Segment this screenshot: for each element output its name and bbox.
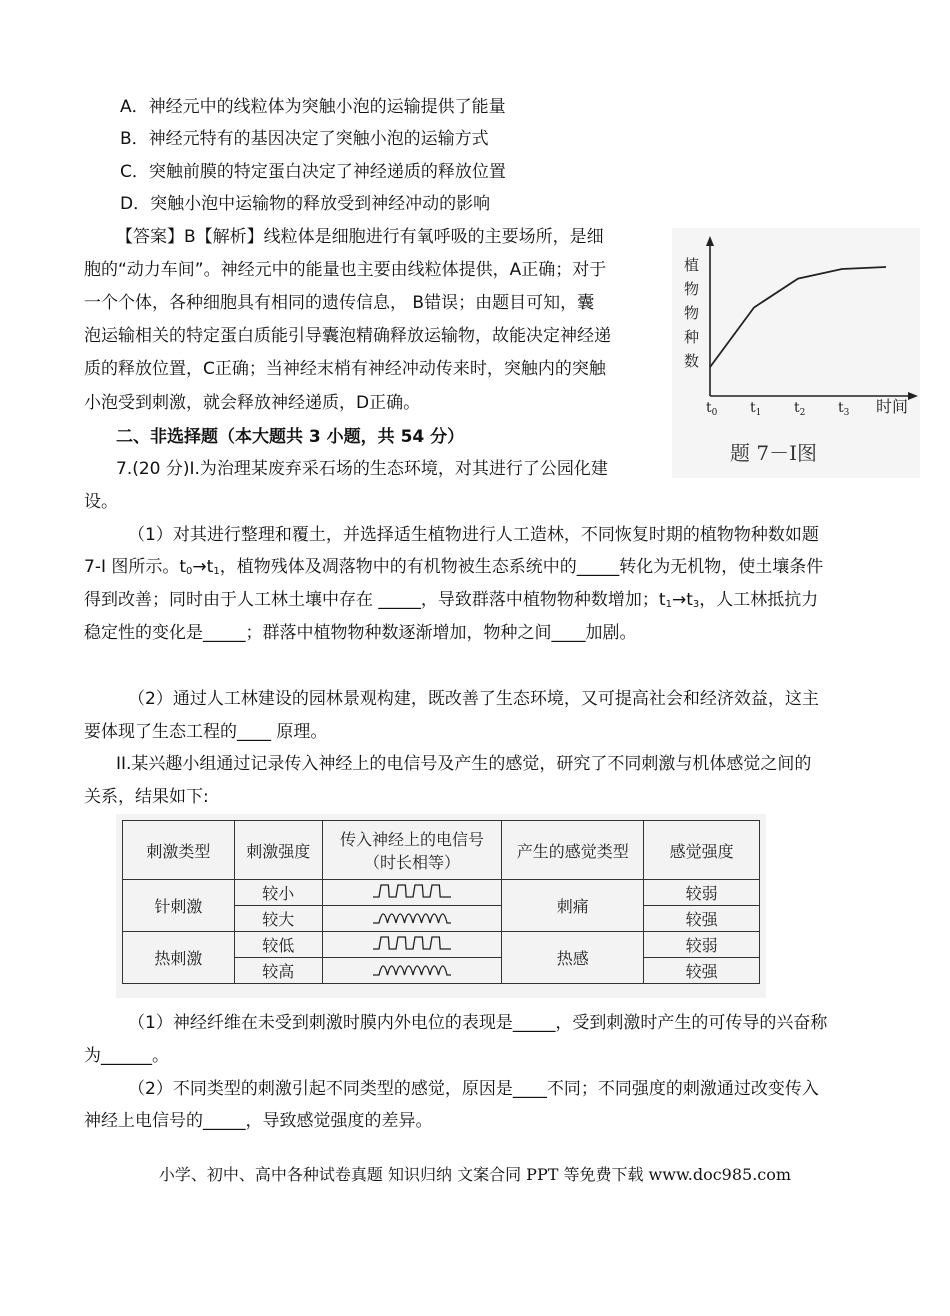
q7-intro: 7.(20 分)I.为治理某废弃采石场的生态环境，对其进行了公园化建 [116, 459, 608, 479]
option-a: A．神经元中的线粒体为突触小泡的运输提供了能量 [120, 97, 506, 117]
q7-part2-line: （2）通过人工林建设的园林景观构建，既改善了生态环境，又可提高社会和经济效益，这主 [128, 689, 819, 709]
answer-line: 一个个体，各种细胞具有相同的遗传信息， B错误；由题目可知，囊 [84, 293, 595, 313]
q7-part1-line: 稳定性的变化是_____；群落中植物物种数逐渐增加，物种之间____加剧。 [84, 623, 637, 643]
section-title: 二、非选择题（本大题共 3 小题，共 54 分） [116, 427, 465, 447]
cell-strength: 较弱 [644, 932, 760, 958]
y-axis-label-char: 数 [684, 352, 700, 370]
x-tick-label: $t_0$ [706, 400, 718, 418]
cell-sense-type: 刺痛 [502, 880, 644, 932]
x-axis-label: 时间 [876, 397, 909, 416]
x-tick-label: $t_2$ [794, 400, 806, 418]
option-d: D．突触小泡中运输物的释放受到神经冲动的影响 [120, 194, 491, 214]
signal-waveform [373, 914, 451, 923]
header-sense-type: 产生的感觉类型 [502, 821, 644, 880]
graph-caption: 题 7－Ⅰ图 [730, 441, 817, 465]
y-axis-label-char: 物 [684, 280, 700, 298]
answer-line: 泡运输相关的特定蛋白质能引导囊泡精确释放运输物，故能决定神经递 [84, 326, 611, 346]
answer-line: 质的释放位置，C正确；当神经末梢有神经冲动传来时，突触内的突触 [84, 359, 606, 379]
signal-low-freq [322, 880, 502, 906]
signal-waveform [373, 885, 451, 897]
cell-intensity: 较大 [234, 906, 322, 932]
q7-intro: 设。 [84, 492, 118, 512]
table-header-row [123, 821, 760, 880]
y-axis-label-char: 植 [684, 256, 700, 274]
stimulus-table [122, 820, 760, 984]
q-II-2-line: （2）不同类型的刺激引起不同类型的感觉，原因是____不同；不同强度的刺激通过改变传入 [128, 1079, 819, 1099]
cell-sense-type: 热感 [502, 932, 644, 984]
q7-part2-line: 要体现了生态工程的____ 原理。 [84, 722, 328, 742]
q-II-1-line: （1）神经纤维在未受到刺激时膜内外电位的表现是_____，受到刺激时产生的可传导的兴奋称 [128, 1013, 828, 1033]
y-axis-label-char: 种 [684, 328, 700, 346]
q7-II-line: II.某兴趣小组通过记录传入神经上的电信号及产生的感觉，研究了不同刺激与机体感觉之间的 [116, 754, 812, 774]
option-b: B．神经元特有的基因决定了突触小泡的运输方式 [120, 129, 489, 149]
x-tick-label: $t_1$ [750, 400, 762, 418]
answer-line: 胞的“动力车间”。神经元中的能量也主要由线粒体提供，A正确；对于 [84, 260, 607, 280]
q-II-2-line: 神经上电信号的_____，导致感觉强度的差异。 [84, 1111, 433, 1131]
signal-waveform [373, 966, 451, 975]
table-row [123, 932, 760, 958]
signal-high-freq [322, 958, 502, 984]
y-axis-label-char: 物 [684, 304, 700, 322]
footer-text: 小学、初中、高中各种试卷真题 知识归纳 文案合同 PPT 等免费下载 www.doc985.com [158, 1165, 792, 1184]
header-signal: 传入神经上的电信号 （时长相等） [322, 821, 502, 880]
cell-intensity: 较低 [234, 932, 322, 958]
x-tick-label: $t_3$ [838, 400, 850, 418]
cell-strength: 较强 [644, 958, 760, 984]
q7-part1-line: 得到改善；同时由于人工林土壤中存在 _____，导致群落中植物物种数增加；$t_1\to t_3$，人工林抵抗力 [84, 590, 819, 610]
header-stim-intensity: 刺激强度 [234, 821, 322, 880]
table-row [123, 880, 760, 906]
signal-high-freq [322, 906, 502, 932]
header-stim-type: 刺激类型 [123, 821, 235, 880]
cell-stim-type: 针刺激 [123, 880, 235, 932]
cell-strength: 较强 [644, 906, 760, 932]
q7-part1-line: （1）对其进行整理和覆土，并选择适生植物进行人工造林，不同恢复时期的植物物种数如题 [128, 525, 819, 545]
cell-intensity: 较高 [234, 958, 322, 984]
signal-low-freq [322, 932, 502, 958]
q7-part1-line: 7-I 图所示。$t_0\to t_1$，植物残体及凋落物中的有机物被生态系统中的_____转化为无机物，使土壤条件 [84, 557, 824, 577]
option-c: C．突触前膜的特定蛋白决定了神经递质的释放位置 [120, 162, 506, 182]
species-graph [672, 228, 920, 478]
cell-intensity: 较小 [234, 880, 322, 906]
answer-line: 【答案】B【解析】线粒体是细胞进行有氧呼吸的主要场所，是细 [116, 227, 604, 247]
answer-line: 小泡受到刺激，就会释放神经递质，D正确。 [84, 393, 421, 413]
q-II-1-line: 为______。 [84, 1046, 169, 1066]
signal-waveform [373, 937, 451, 949]
cell-stim-type: 热刺激 [123, 932, 235, 984]
q7-II-line: 关系，结果如下: [84, 787, 209, 807]
header-sense-strength: 感觉强度 [644, 821, 760, 880]
cell-strength: 较弱 [644, 880, 760, 906]
